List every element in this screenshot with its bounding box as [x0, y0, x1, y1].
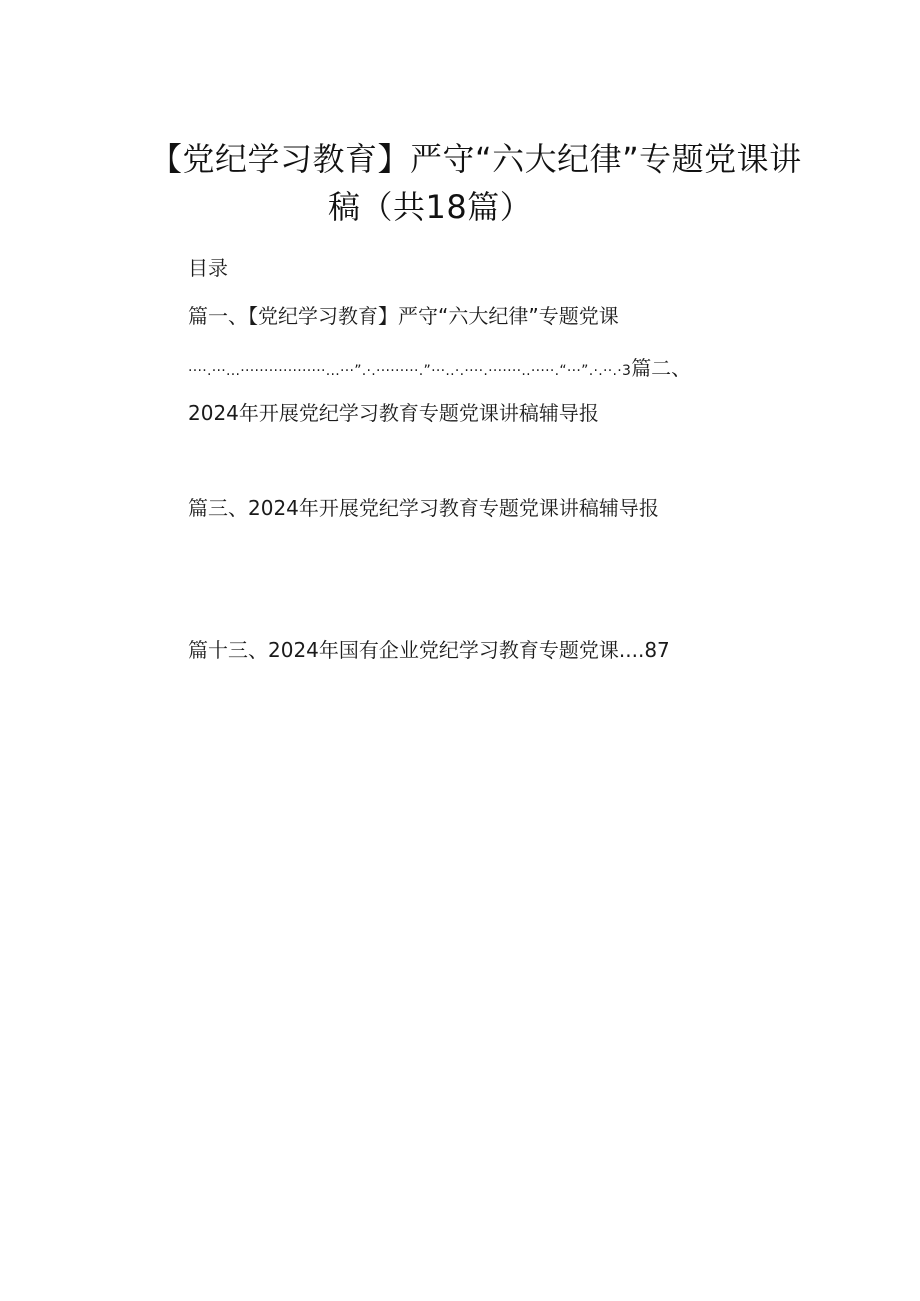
title-line-1: 【党纪学习教育】严守“六大纪律”专题党课讲: [150, 140, 802, 178]
toc-dot-leader: ····.···...··················...···”.·.·········.”···..·.····.·······..·····.“···”.·.··.·3: [188, 363, 632, 379]
toc-entry-3[interactable]: 篇三、2024年开展党纪学习教育专题党课讲稿辅导报: [188, 496, 659, 520]
toc-heading: 目录: [188, 256, 228, 280]
document-title: [150, 135, 800, 231]
toc-entry-2-prefix: 篇二、: [631, 356, 692, 380]
toc-entry-2[interactable]: 2024年开展党纪学习教育专题党课讲稿辅导报: [188, 401, 599, 425]
toc-entry-13[interactable]: 篇十三、2024年国有企业党纪学习教育专题党课....87: [188, 638, 670, 662]
toc-entry-1[interactable]: 篇一、【党纪学习教育】严守“六大纪律”专题党课: [188, 304, 619, 328]
title-line-2: 稿（共18篇）: [328, 188, 533, 226]
toc-entry-1-leader[interactable]: [188, 352, 691, 381]
